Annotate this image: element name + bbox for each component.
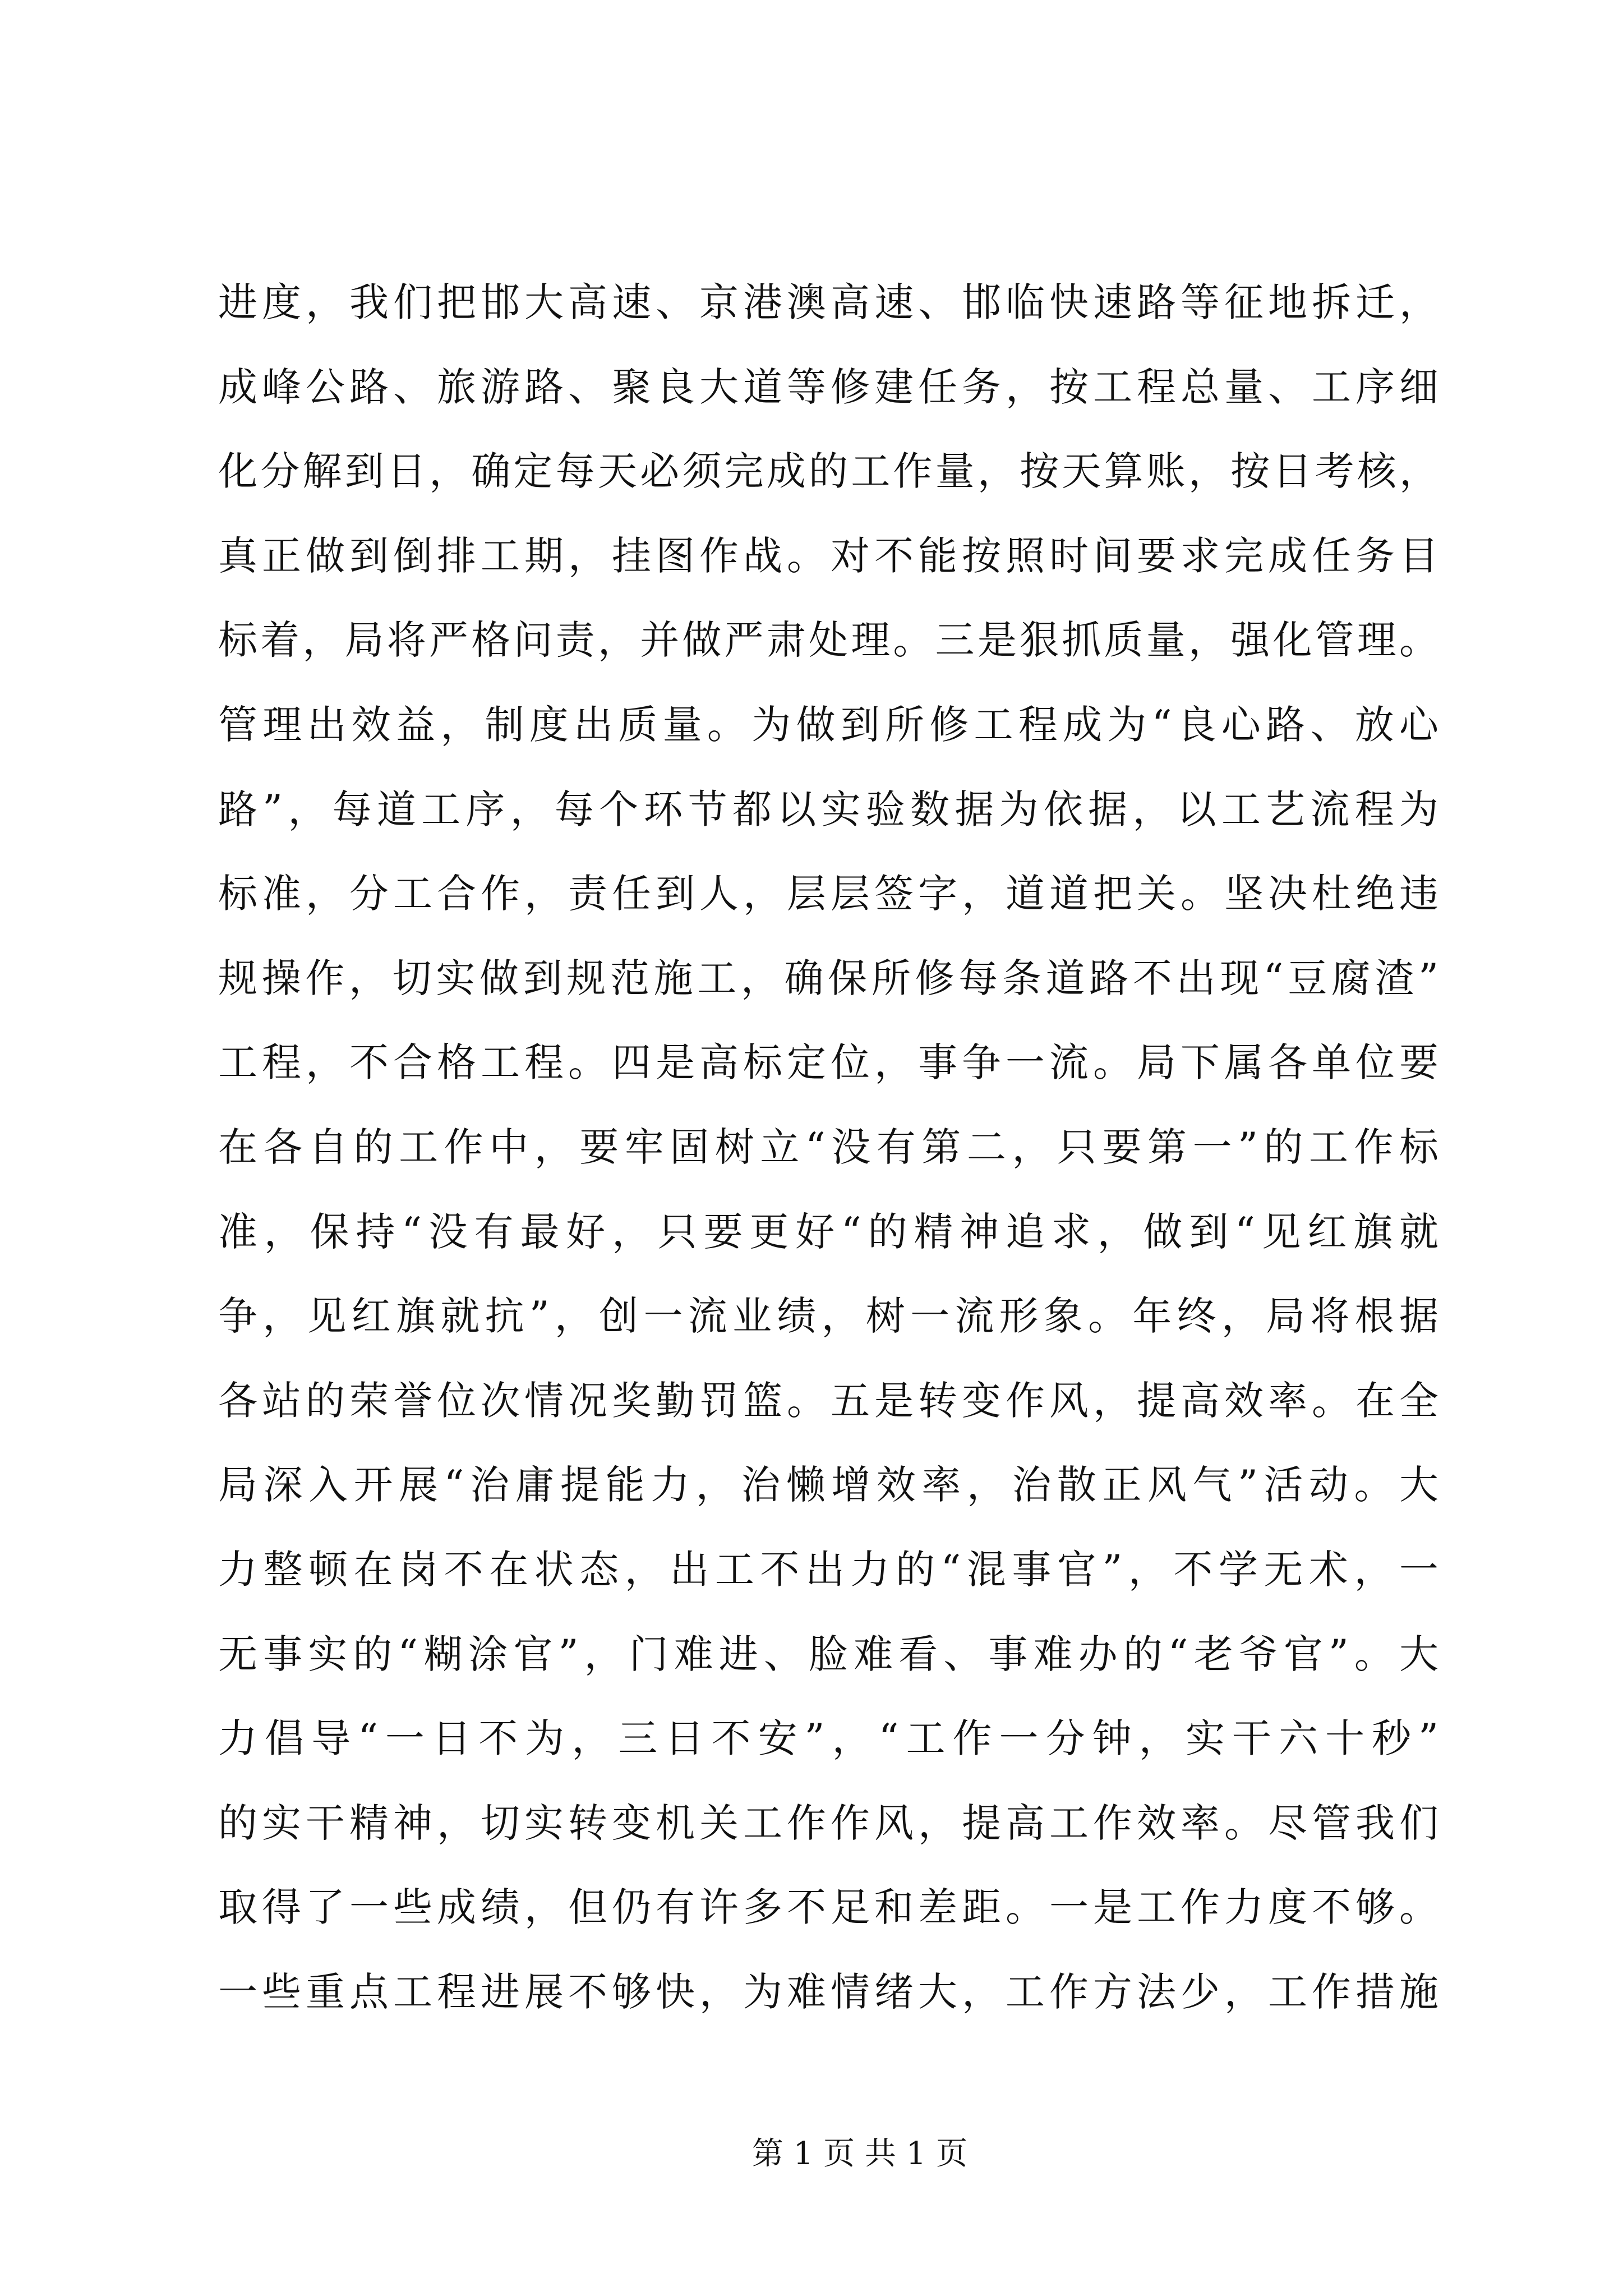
body-line: 力整顿在岗不在状态，出工不出力的“混事官”，不学无术，一 <box>218 1546 1438 1593</box>
body-line: 准，保持“没有最好，只要更好“的精神追求，做到“见红旗就 <box>218 1208 1438 1255</box>
body-line: 标着，局将严格问责，并做严肃处理。三是狠抓质量，强化管理。 <box>218 617 1438 664</box>
body-line: 的实干精神，切实转变机关工作作风，提高工作效率。尽管我们 <box>218 1800 1438 1846</box>
body-text <box>218 260 1438 2034</box>
body-line: 工程，不合格工程。四是高标定位，事争一流。局下属各单位要 <box>218 1039 1438 1086</box>
body-line: 争，见红旗就抗”，创一流业绩，树一流形象。年终，局将根据 <box>218 1293 1438 1340</box>
body-line: 路”，每道工序，每个环节都以实验数据为依据，以工艺流程为 <box>218 786 1438 832</box>
body-line: 力倡导“一日不为，三日不安”，“工作一分钟，实干六十秒” <box>218 1715 1438 1762</box>
body-line: 无事实的“糊涂官”，门难进、脸难看、事难办的“老爷官”。大 <box>218 1631 1438 1677</box>
body-line: 化分解到日，确定每天必须完成的工作量，按天算账，按日考核， <box>218 448 1438 495</box>
body-line: 真正做到倒排工期，挂图作战。对不能按照时间要求完成任务目 <box>218 532 1438 579</box>
body-line: 成峰公路、旅游路、聚良大道等修建任务，按工程总量、工序细 <box>218 364 1438 410</box>
body-line: 标准，分工合作，责任到人，层层签字，道道把关。坚决杜绝违 <box>218 871 1438 917</box>
body-line: 在各自的工作中，要牢固树立“没有第二，只要第一”的工作标 <box>218 1124 1438 1170</box>
body-line: 一些重点工程进展不够快，为难情绪大，工作方法少，工作措施 <box>218 1968 1438 2015</box>
body-line: 各站的荣誉位次情况奖勤罚篮。五是转变作风，提高效率。在全 <box>218 1377 1438 1424</box>
body-line: 规操作，切实做到规范施工，确保所修每条道路不出现“豆腐渣” <box>218 955 1438 1001</box>
page-number-footer: 第 1 页 共 1 页 <box>751 2136 968 2172</box>
body-line: 局深入开展“治庸提能力，治懒增效率，治散正风气”活动。大 <box>218 1462 1438 1508</box>
body-line: 取得了一些成绩，但仍有许多不足和差距。一是工作力度不够。 <box>218 1884 1438 1931</box>
body-line: 进度，我们把邯大高速、京港澳高速、邯临快速路等征地拆迁， <box>218 279 1438 325</box>
body-line: 管理出效益，制度出质量。为做到所修工程成为“良心路、放心 <box>218 701 1438 748</box>
